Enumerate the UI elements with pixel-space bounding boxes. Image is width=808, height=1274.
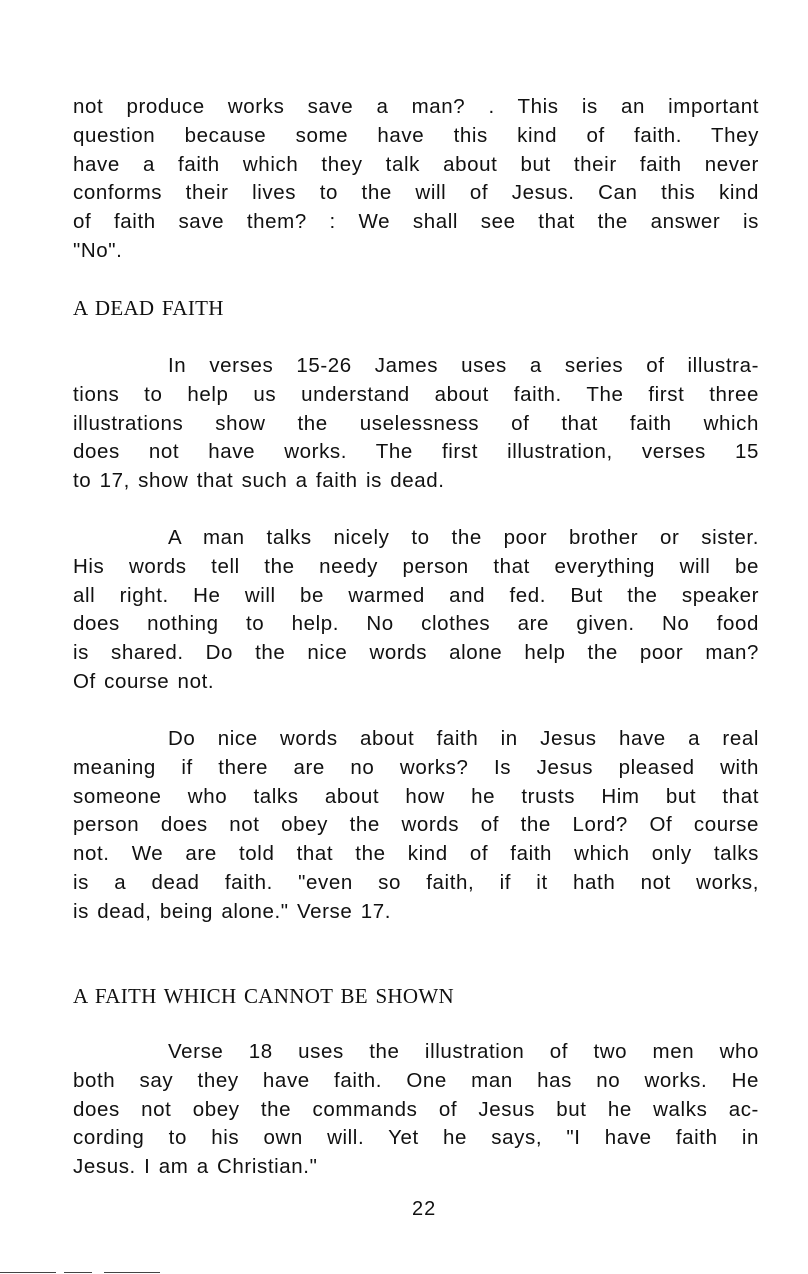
text-line: both say they have faith. One man has no works. He [73,1068,759,1092]
text-line: His words tell the needy person that everything will be [73,554,759,578]
text-line: Jesus. I am a Christian." [73,1155,318,1178]
text-line: question because some have this kind of faith. They [73,123,759,147]
text-line: Verse 18 uses the illustration of two men who [168,1040,759,1063]
text-line: conforms their lives to the will of Jesus. Can this kind [73,181,759,205]
text-line: someone who talks about how he trusts Him but that [73,784,759,808]
page-number: 22 [412,1198,437,1220]
text-line: "No". [73,238,123,262]
text-line: not. We are told that the kind of faith which only talks [73,842,759,865]
text-line: have a faith which they talk about but their faith never [73,152,759,176]
text-line: is a dead faith. "even so faith, if it hath not works, [73,870,759,894]
bottom-rule [0,1272,56,1273]
section-heading: A FAITH WHICH CANNOT BE SHOWN [73,984,454,1008]
text-line: not produce works save a man? . This is an important [73,95,759,118]
text-line: is dead, being alone." Verse 17. [73,899,391,923]
text-line: does not obey the commands of Jesus but he walks ac- [73,1097,759,1121]
text-line: In verses 15-26 James uses a series of illustra- [168,354,759,377]
section-heading: A DEAD FAITH [73,296,224,320]
text-line: tions to help us understand about faith. The first three [73,382,759,406]
text-line: A man talks nicely to the poor brother or sister. [168,526,759,549]
text-line: cording to his own will. Yet he says, "I have faith in [73,1126,759,1150]
bottom-rule [64,1272,92,1273]
text-line: all right. He will be warmed and fed. But the speaker [73,583,759,607]
text-line: illustrations show the uselessness of that faith which [73,411,759,435]
text-line: meaning if there are no works? Is Jesus pleased with [73,755,759,779]
text-line: person does not obey the words of the Lord? Of course [73,813,759,837]
text-line: Do nice words about faith in Jesus have a real [168,727,759,750]
text-line: is shared. Do the nice words alone help the poor man? [73,641,759,664]
bottom-rule [104,1272,160,1273]
text-line: Of course not. [73,669,215,693]
text-line: to 17, show that such a faith is dead. [73,469,445,492]
text-line: does nothing to help. No clothes are given. No food [73,612,759,636]
text-line: does not have works. The first illustration, verses 15 [73,440,759,464]
text-line: of faith save them? : We shall see that the answer is [73,210,759,233]
